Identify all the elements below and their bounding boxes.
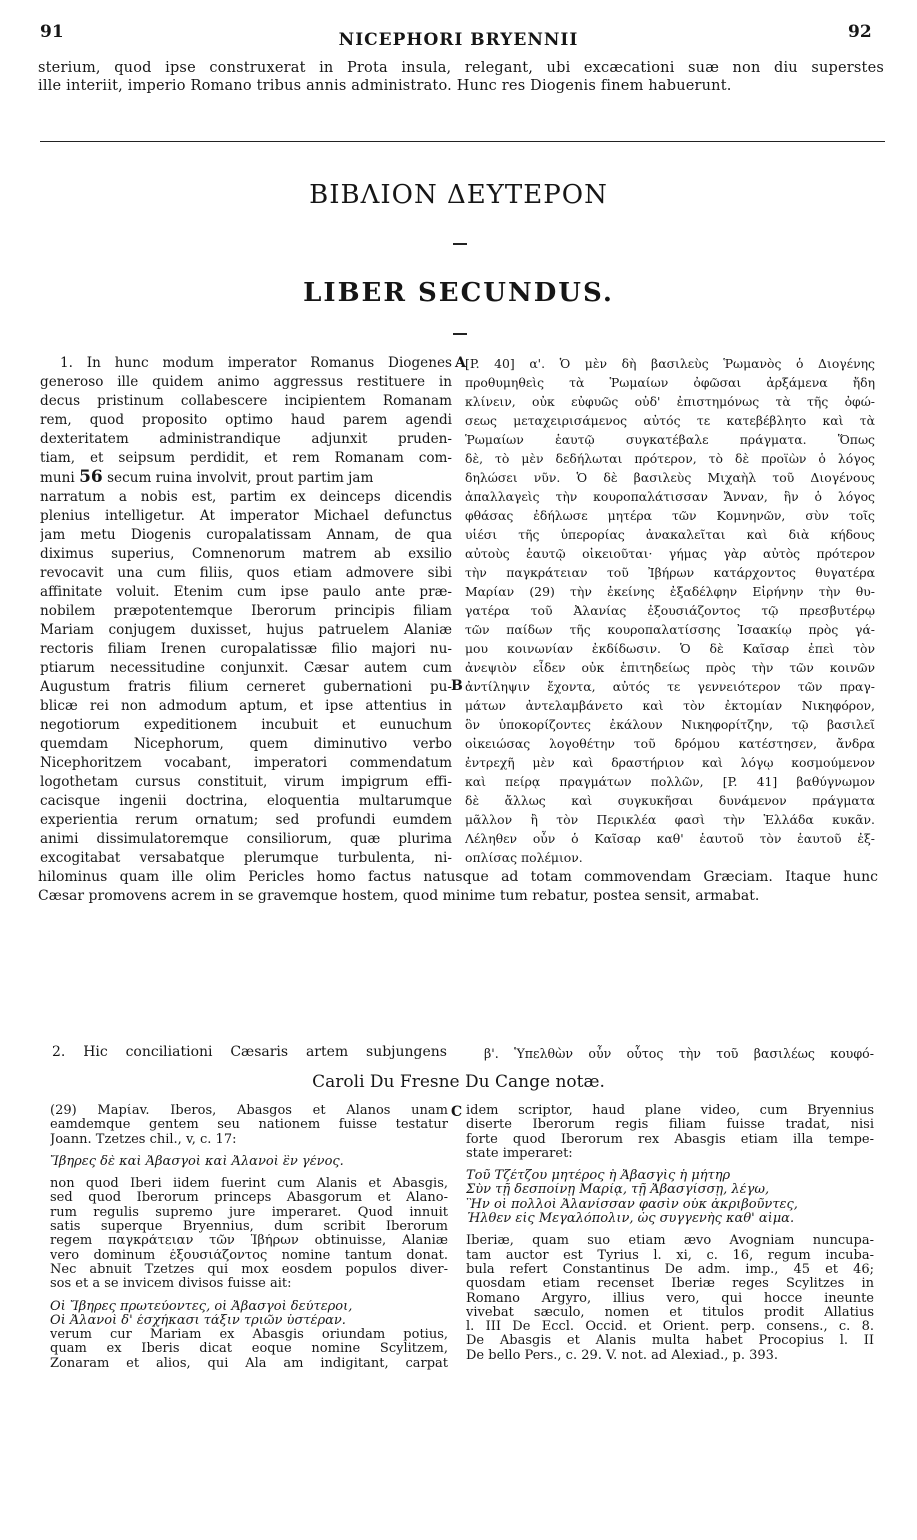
note-gap (50, 1147, 448, 1155)
note-line: forte quod Iberorum rex Abasgis etiam illa tempe- (466, 1132, 874, 1147)
latin-line: tiam, et seipsum perdidit, et rem Romanam com- (40, 450, 452, 466)
latin-line: experientia rerum ornatum; sed profundi eumdem (40, 812, 452, 828)
greek-line: [P. 40] α'. Ὁ μὲν δὴ βασιλεὺς Ῥωμανὸς ὁ Διογένης (465, 356, 875, 371)
note-quote-line: Τοῦ Τζέτζου μητέρος ἡ Ἀβασγὶς ἡ μήτηρ (466, 1169, 731, 1184)
para2-greek (484, 1046, 874, 1061)
greek-line: αὐτοὺς ἑαυτῷ οἰκειοῦται· γήμας γὰρ αὐτὸς πρότερον (465, 546, 875, 561)
greek-line: γατέρα τοῦ Ἀλανίας ἐξουσιάζοντος τῷ πρεσβυτέρῳ (465, 603, 875, 618)
latin-line: revocavit una cum filiis, quos etiam admovere sibi (40, 565, 452, 581)
note-line: quam ex Iberis dicat eoque nomine Scylitzem, (50, 1342, 448, 1357)
latin-line (40, 468, 452, 488)
para2-latin-text: 2. Hic conciliationi Cæsaris artem subjungens (52, 1044, 447, 1060)
full-line: hilominus quam ille olim Pericles homo factus natusque ad totam commovendam Græciam. Itaque hunc (38, 869, 878, 885)
running-title: NICEPHORI BRYENNII (338, 30, 579, 50)
latin-line: Nicephoritzem vocabant, imperatori commendatum (40, 755, 452, 771)
latin-line-rest: secum ruina involvit, prout partim jam (107, 470, 374, 486)
note-line: Zonaram et alios, qui Ala am indigitant, carpat (50, 1356, 448, 1371)
greek-line: ἀπαλλαγεὶς τὴν κουροπαλάτισσαν Ἄνναν, ἣν ὁ λόγος (465, 489, 875, 504)
latin-line: ptiarum necessitudine conjunxit. Cæsar autem cum (40, 660, 452, 676)
title-dash-2 (453, 333, 467, 335)
note-line: Nec abnuit Tzetzes qui mox eosdem populos diver- (50, 1262, 448, 1277)
greek-line: ἐντρεχῆ μὲν καὶ δραστήριον καὶ λόγῳ κοσμούμενον (465, 755, 875, 770)
note-line: De Abasgis et Alanis multa habet Procopius l. II (466, 1334, 874, 1349)
note-gap (466, 1161, 874, 1169)
latin-line: affinitate voluit. Etenim cum ipse paulo ante præ- (40, 584, 452, 600)
note-line: satis superque Bryennius, dum scribit Iberorum (50, 1220, 448, 1235)
latin-line: narratum a nobis est, partim ex deinceps dicendis (40, 489, 452, 505)
latin-line: plenius intelligetur. At imperator Michael defunctus (40, 508, 452, 524)
marker-a: A (455, 355, 466, 371)
latin-line: jam metu Diogenis curopalatissam Annam, de qua (40, 527, 452, 543)
continuation-line-2: ille interiit, imperio Romano tribus annis administrato. Hunc res Diogenis finem habuerunt. (38, 78, 732, 94)
latin-column (40, 354, 452, 868)
greek-line: οἰκειώσας λογοθέτην τοῦ δρόμου κατέστησεν, ἄνδρα (465, 736, 875, 751)
note-line: sed quod Iberorum princeps Abasgorum et Alano- (50, 1191, 448, 1206)
greek-line: καὶ πείρᾳ πραγμάτων πολλῶν, [P. 41] βαθύγνωμον (465, 774, 875, 789)
column-number: 56 (79, 468, 103, 487)
note-line: vivebat sæculo, nomen et titulos prodit Allatius (466, 1305, 874, 1320)
note-gap (466, 1226, 874, 1234)
note-line: Iberiæ, quam suo etiam ævo Avogniam nuncupa- (466, 1234, 874, 1249)
note-quote-line: Οἱ Ἀλανοὶ δ' ἐσχήκασι τάξιν τριῶν ὑστέραν. (50, 1313, 346, 1328)
note-quote-line: Ἴβηρες δὲ καὶ Ἀβασγοὶ καὶ Ἀλανοὶ ἓν γένος. (50, 1154, 344, 1169)
note-line: bula refert Constantinus De adm. imp., 45 et 46; (466, 1262, 874, 1277)
note-line: idem scriptor, haud plane video, cum Bryennius (466, 1104, 874, 1118)
continuation-line-1: sterium, quod ipse construxerat in Prota insula, relegant, ubi excæcationi suæ non diu superstes (38, 60, 884, 76)
greek-line: προθυμηθεὶς τὰ Ῥωμαίων ὀφῶσαι ἀρξάμενα ἤδη (465, 375, 875, 390)
note-line: Romano Argyro, illius vero, qui hocce ineunte (466, 1291, 874, 1306)
latin-line: animi dissimulatoremque consiliorum, quæ plurima (40, 831, 452, 847)
latin-line: rectoris filiam Irenen curopalatissæ filio majori nu- (40, 641, 452, 657)
greek-line: μάτων ἀντελαμβάνετο καὶ τὸν ἐκτομίαν Νικηφόρον, (465, 698, 875, 713)
greek-line: Ῥωμαίων ἑαυτῷ συγκατέβαλε πράγματα. Ὅπως (465, 432, 875, 447)
latin-line: diximus superius, Comnenorum matrem ab exsilio (40, 546, 452, 562)
note-line: diserte Iberorum regis filiam fuisse tradat, nisi (466, 1118, 874, 1133)
latin-line: blicæ rei non admodum aptum, et ipse attentius in (40, 698, 452, 714)
note-line: l. III De Eccl. Occid. et Orient. perp. consens., c. 8. (466, 1320, 874, 1335)
note-line: rum regulis supremo jure imperaret. Quod innuit (50, 1205, 448, 1220)
note-line: verum cur Mariam ex Abasgis oriundam potius, (50, 1328, 448, 1343)
note-line: tam auctor est Tyrius l. xi, c. 16, regum incuba- (466, 1248, 874, 1263)
latin-line: excogitabat versabatque plerumque turbulenta, ni- (40, 850, 452, 866)
greek-line: Μαρίαν (29) τὴν ἐκείνης ἐξαδέλφην Εἰρήνην τὴν θυ- (465, 584, 875, 599)
latin-line-start: muni (40, 470, 75, 486)
para2-greek-text: β'. Ὑπελθὼν οὖν οὗτος τὴν τοῦ βασιλέως κουφό- (484, 1046, 874, 1061)
greek-line: φθάσας ἐδήλωσε μητέρα τῶν Κομνηνῶν, σὺν τοῖς (465, 508, 875, 523)
latin-line: logothetam cursus constituit, virum impigrum effi- (40, 774, 452, 790)
greek-line: κλίνειν, οὐκ εὐφυῶς οὐδ' ἐπιστημόνως τὰ τῆς ὀφώ- (465, 394, 875, 409)
greek-column (465, 354, 875, 867)
title-dash-1 (453, 243, 467, 245)
latin-line: decus pristinum collabescere incipientem Romanam (40, 393, 452, 409)
greek-line: ὃν ὑποκορίζοντες ἐκάλουν Νικηφορίτζην, τῷ βασιλεῖ (465, 717, 875, 732)
latin-line: generoso ille quidem animo aggressus restituere in (40, 374, 452, 390)
notes-right-column (466, 1104, 874, 1363)
greek-line: δηλώσει νῦν. Ὁ δὲ βασιλεὺς Μιχαὴλ τοῦ Διογένους (465, 470, 875, 485)
note-line: state imperaret: (466, 1146, 573, 1161)
greek-line: μᾶλλον ἢ τὸν Περικλέα φασὶ τὴν Ἑλλάδα κυκᾶν. (465, 812, 875, 827)
note-quote-line: Σὺν τῇ δεσποίνῃ Μαρίᾳ, τῇ Ἀβασγίσσῃ, λέγω, (466, 1183, 770, 1198)
note-line: Joann. Tzetzes chil., v, c. 17: (50, 1132, 237, 1147)
note-line: (29) Mapίav. Iberos, Abasgos et Alanos unam (50, 1104, 448, 1118)
note-quote-line: Ἣν οἱ πολλοὶ Ἀλανίσσαν φασὶν οὐκ ἀκριβοῦντες, (466, 1197, 798, 1212)
note-line: non quod Iberi iidem fuerint cum Alanis et Abasgis, (50, 1177, 448, 1192)
latin-line: nobilem præpotentemque Iberorum principis filiam (40, 603, 452, 619)
latin-line: cacisque ingenii doctrina, eloquentia multarumque (40, 793, 452, 809)
greek-line: οπλίσας πολέμιον. (465, 850, 583, 865)
book-title-latin: LIBER SECUNDUS. (303, 278, 614, 308)
greek-line: Λέληθεν οὖν ὁ Καῖσαρ καθ' ἑαυτοῦ τὸν ἑαυτοῦ ἐξ- (465, 831, 875, 846)
note-line: vero dominum ἐξουσιάζοντος nomine tantum donat. (50, 1248, 448, 1263)
latin-line: Mariam conjugem duxisset, hujus patruelem Alaniæ (40, 622, 452, 638)
section-rule (40, 141, 885, 142)
note-line: eamdemque gentem seu nationem fuisse testatur (50, 1118, 448, 1133)
book-title-greek: ΒΙΒΛΙΟΝ ΔΕΥΤΕΡΟΝ (309, 180, 608, 210)
greek-line: μου κοινωνίαν ἐκδίδωσιν. Ὁ δὲ Καῖσαρ ἐπεὶ τὸν (465, 641, 875, 656)
notes-heading: Caroli Du Fresne Du Cange notæ. (312, 1072, 605, 1092)
note-gap (50, 1169, 448, 1177)
latin-line: quemdam Nicephorum, quem diminutivo verbo (40, 736, 452, 752)
greek-line: σεως μεταχειρισάμενος αὐτός τε κατεβέβλητο καὶ τὰ (465, 413, 875, 428)
greek-line: ἀντίληψιν ἔχοντα, αὐτός τε γεννειότερον τῶν πραγ- (465, 679, 875, 694)
para2-latin (52, 1044, 447, 1060)
page-number-right: 92 (848, 22, 872, 42)
note-line: regem παγκράτειαν τῶν Ἰβήρων obtinuisse, Alaniæ (50, 1234, 448, 1249)
note-quote-line: Ἦλθεν εἰς Μεγαλόπολιν, ὡς συγγενὴς καθ' αἷμα. (466, 1212, 795, 1227)
greek-line: τῶν παίδων τῆς κουροπαλατίσσης Ἰσαακίῳ πρὸς γά- (465, 622, 875, 637)
note-gap (50, 1292, 448, 1300)
note-quote-line: Οἱ Ἴβηρες πρωτεύοντες, οἱ Ἀβασγοὶ δεύτεροι, (50, 1299, 353, 1314)
note-line: sos et a se invicem divisos fuisse ait: (50, 1277, 292, 1292)
notes-left-column (50, 1104, 448, 1371)
latin-line: negotiorum expeditionem incubuit et eunuchum (40, 717, 452, 733)
full-width-text (38, 868, 878, 906)
marker-c: C (451, 1104, 463, 1120)
full-line: Cæsar promovens acrem in se gravemque hostem, quod minime tum rebatur, postea sensit, armabat. (38, 888, 760, 904)
latin-line: 1. In hunc modum imperator Romanus Diogenes (60, 355, 452, 371)
latin-line: Augustum fratris filium cerneret gubernationi pu- (40, 679, 452, 695)
greek-line: τὴν παγκράτειαν τοῦ Ἰβήρων κατάρχοντος θυγατέρα (465, 565, 875, 580)
latin-line: rem, quod proposito optimo haud parem agendi (40, 412, 452, 428)
greek-line: ἀνεψιὸν εἶδεν οὐκ ἐπιτηδείως πρὸς τὴν τῶν κοινῶν (465, 660, 875, 675)
note-line: De bello Pers., c. 29. V. not. ad Alexiad., p. 393. (466, 1348, 779, 1363)
greek-line: δὲ, τὸ μὲν δεδήλωται πρότερον, τὸ δὲ προϊὼν ὁ λόγος (465, 451, 875, 466)
latin-line: dexteritatem administrandique adjunxit pruden- (40, 431, 452, 447)
note-line: quosdam etiam recenset Iberiæ reges Scylitzes in (466, 1277, 874, 1292)
page-number-left: 91 (40, 22, 64, 42)
marker-b: B (451, 678, 463, 694)
greek-line: υἱέσι τῆς ὑπερορίας ἀνακαλεῖται καὶ διὰ κήδους (465, 527, 875, 542)
greek-line: δὲ ἄλλως καὶ συγκυκῆσαι δυνάμενον πράγματα (465, 793, 875, 808)
